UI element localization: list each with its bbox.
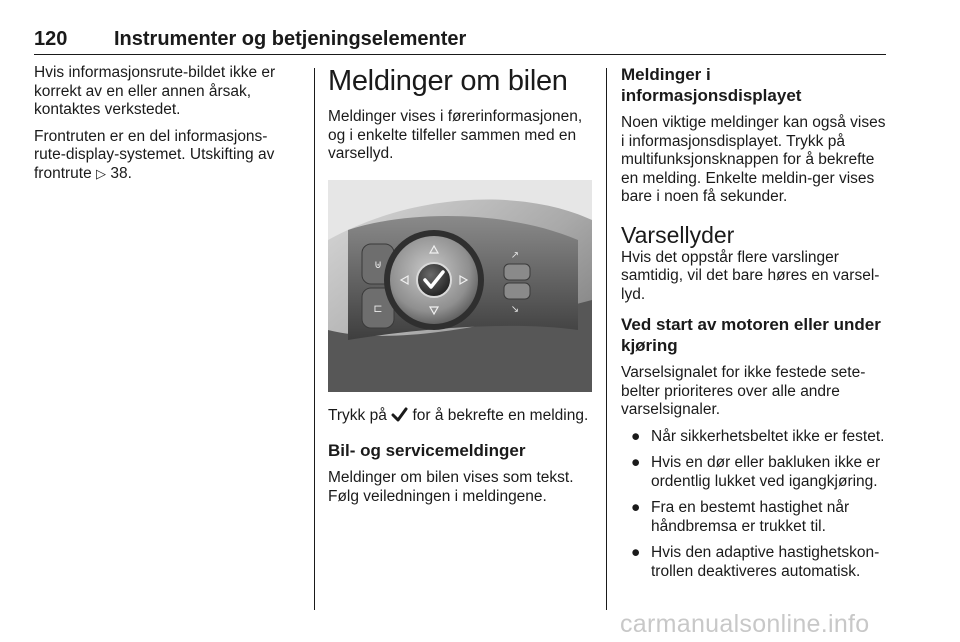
paragraph-display-error: Hvis informasjonsrute-bildet ikke er korrekt av en eller annen årsak, kontaktes verkstedet. <box>34 64 276 118</box>
page-reference-number[interactable]: 38. <box>110 164 132 182</box>
list-item <box>621 499 889 536</box>
paragraph-messages-intro: Meldinger vises i førerinformasjonen, og i enkelte tilfeller sammen med en varsellyd. <box>328 108 583 162</box>
svg-text:↘: ↘ <box>510 303 520 315</box>
windscreen-text: Frontruten er en del informasjons-rute-display-systemet. Utskifting av frontrute <box>34 127 275 182</box>
column-divider-2 <box>606 68 607 610</box>
svg-text:↗: ↗ <box>510 249 520 261</box>
figure-caption <box>328 406 592 429</box>
steering-wheel-controls-photo <box>328 180 592 392</box>
list-item-text: Hvis en dør eller bakluken ikke er ordentlig lukket ved igangkjøring. <box>651 454 881 490</box>
list-item-text: Hvis den adaptive hastighetskon-trollen deaktiveres automatisk. <box>651 544 880 580</box>
column-3 <box>621 64 889 589</box>
list-item-text: Når sikkerhetsbeltet ikke er festet. <box>651 427 885 445</box>
warning-conditions-list <box>621 428 889 582</box>
paragraph-seatbelt-priority: Varselsignalet for ikke festede sete-belter prioriteres over alle andre varselsignaler. <box>621 364 866 418</box>
header-rule <box>34 54 886 55</box>
section-title-warning-chimes: Varsellyder <box>621 221 735 248</box>
bullet-icon: ● <box>631 427 641 445</box>
heading-engine-start-driving: Ved start av motoren eller under kjøring <box>621 315 881 355</box>
heading-info-display-messages: Meldinger i informasjonsdisplayet <box>621 65 802 105</box>
bullet-icon: ● <box>631 454 641 471</box>
paragraph-service-messages: Meldinger om bilen vises som tekst. Følg veiledningen i meldingene. <box>328 469 574 505</box>
page-reference-icon[interactable]: ▷ <box>96 165 107 181</box>
page-header <box>34 28 886 52</box>
column-divider-1 <box>314 68 315 610</box>
page-number: 120 <box>34 28 68 50</box>
svg-text:⊎: ⊎ <box>373 257 383 271</box>
caption-text-before: Trykk på <box>328 406 387 424</box>
caption-text-after: for å bekrefte en melding. <box>412 406 589 424</box>
list-item-text: Fra en bestemt hastighet når håndbremsa er trukket til. <box>651 499 850 535</box>
column-1 <box>34 64 299 183</box>
svg-text:⊏: ⊏ <box>373 301 383 315</box>
paragraph-windscreen <box>34 128 299 184</box>
paragraph-warning-chimes: Hvis det oppstår flere varslinger samtidig, vil det bare høres en varsel-lyd. <box>621 248 880 303</box>
column-2 <box>328 64 592 506</box>
bullet-icon: ● <box>631 499 641 516</box>
paragraph-info-display: Noen viktige meldinger kan også vises i informasjonsdisplayet. Trykk på multifunksjonsknappen for å bekrefte en melding. Enkelte meldin-ger vises bare i noen få sekunder. <box>621 114 886 205</box>
watermark: carmanualsonline.info <box>620 610 870 638</box>
list-item <box>621 544 889 581</box>
list-item <box>621 428 889 447</box>
chapter-title: Instrumenter og betjeningselementer <box>114 28 467 50</box>
bullet-icon: ● <box>631 544 641 561</box>
section-title-vehicle-messages: Meldinger om bilen <box>328 65 568 97</box>
list-item <box>621 454 889 491</box>
heading-vehicle-service-messages: Bil- og servicemeldinger <box>328 441 526 460</box>
checkmark-icon <box>391 406 408 429</box>
